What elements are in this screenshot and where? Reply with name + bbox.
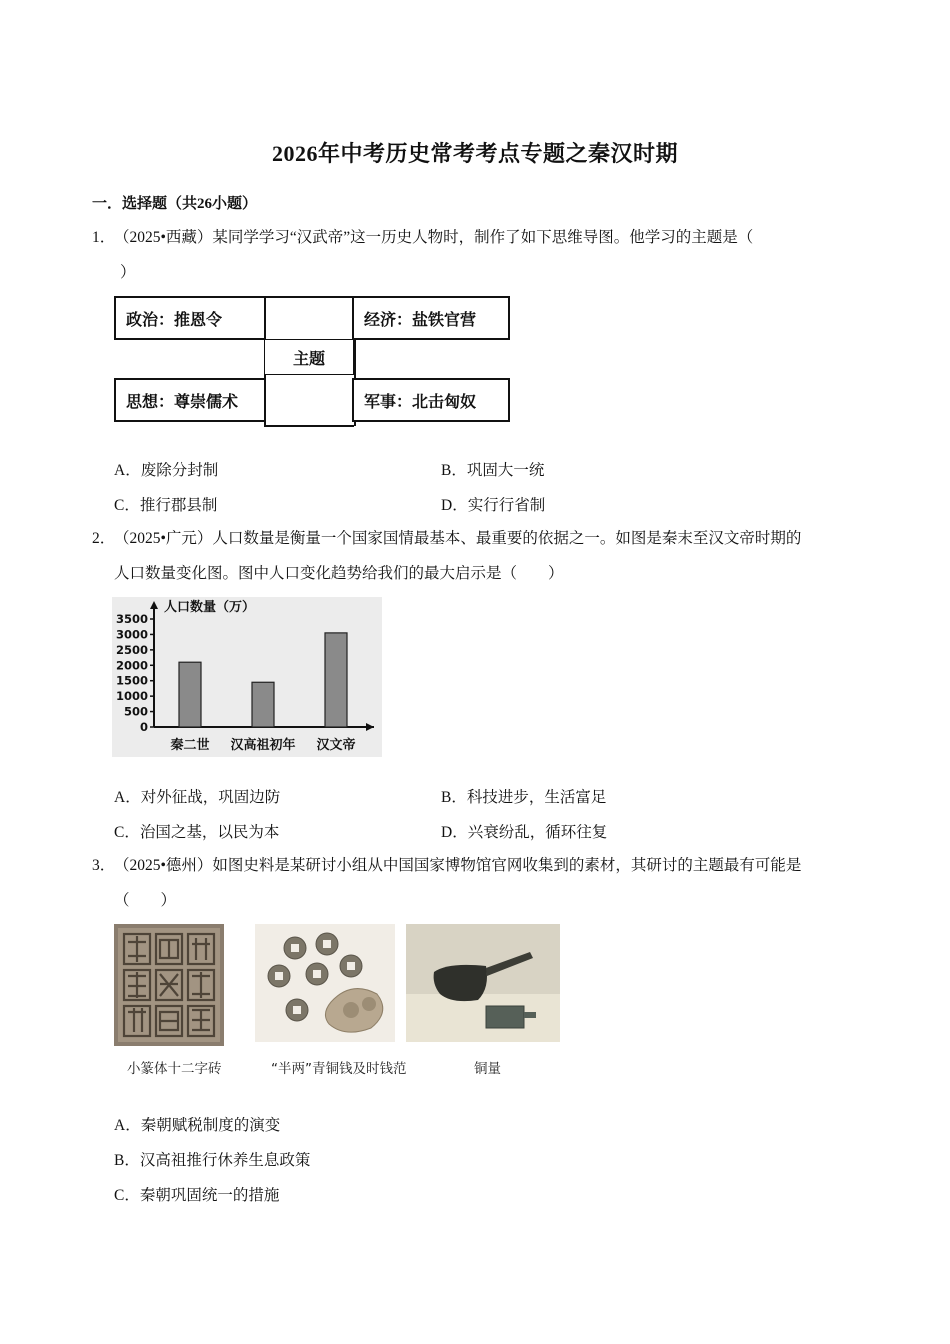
brick-image bbox=[114, 924, 224, 1051]
y-tick-label: 3000 bbox=[115, 627, 148, 642]
option-d[interactable]: D．实行行省制 bbox=[441, 497, 546, 514]
mindmap-politics: 政治：推恩令 bbox=[114, 296, 266, 340]
population-chart bbox=[112, 597, 382, 757]
mindmap-center: 主题 bbox=[264, 339, 354, 375]
option-c[interactable]: C．推行郡县制 bbox=[114, 497, 218, 514]
page-title: 2026年中考历史常考考点专题之秦汉时期 bbox=[271, 141, 678, 166]
question-2 bbox=[92, 521, 862, 556]
question-number: 2． bbox=[92, 530, 116, 547]
question-number: 1． bbox=[92, 229, 116, 246]
option-b[interactable]: B．科技进步，生活富足 bbox=[441, 789, 607, 806]
x-tick-label: 汉文帝 bbox=[316, 738, 356, 753]
caption-measure: 铜量 bbox=[474, 1061, 501, 1077]
y-tick-label: 1500 bbox=[115, 673, 148, 688]
y-tick-label: 2000 bbox=[115, 658, 148, 673]
bar-汉文帝 bbox=[325, 633, 347, 727]
mindmap-economy: 经济：盐铁官营 bbox=[352, 296, 510, 340]
option-a[interactable]: A．秦朝赋税制度的演变 bbox=[114, 1117, 281, 1134]
question-text: （2025•德州）如图史料是某研讨小组从中国国家博物馆官网收集到的素材，其研讨的主题最有可能是 bbox=[114, 857, 802, 874]
question-2-line2 bbox=[114, 556, 884, 591]
bronze-measure-image bbox=[406, 924, 560, 1047]
question-text: （2025•西藏）某同学学习“汉武帝”这一历史人物时，制作了如下思维导图。他学习的主题是（ bbox=[114, 229, 754, 246]
option-a[interactable]: A．对外征战，巩固边防 bbox=[114, 789, 281, 806]
y-tick-label: 2500 bbox=[115, 642, 148, 657]
question-1 bbox=[92, 220, 862, 255]
x-tick-label: 汉高祖初年 bbox=[230, 738, 296, 753]
question-3-line2 bbox=[114, 883, 884, 918]
option-c[interactable]: C．秦朝巩固统一的措施 bbox=[114, 1187, 280, 1204]
option-a[interactable]: A．废除分封制 bbox=[114, 462, 219, 479]
bar-汉高祖初年 bbox=[252, 682, 274, 727]
mindmap-military: 军事：北击匈奴 bbox=[352, 378, 510, 422]
y-tick-label: 3500 bbox=[115, 612, 148, 626]
option-b[interactable]: B．巩固大一统 bbox=[441, 462, 545, 479]
caption-brick: 小篆体十二字砖 bbox=[127, 1061, 222, 1077]
question-3 bbox=[92, 848, 862, 883]
y-axis-label: 人口数量（万） bbox=[164, 600, 256, 615]
mind-map bbox=[114, 296, 510, 426]
section-heading: 一．选择题（共26小题） bbox=[92, 196, 258, 212]
question-number: 3． bbox=[92, 857, 116, 874]
option-c[interactable]: C．治国之基，以民为本 bbox=[114, 824, 280, 841]
question-text: 人口数量变化图。图中人口变化趋势给我们的最大启示是（ ） bbox=[114, 565, 564, 582]
bar-chart bbox=[112, 597, 382, 757]
mindmap-thought: 思想：尊崇儒术 bbox=[114, 378, 266, 422]
option-b[interactable]: B．汉高祖推行休养生息政策 bbox=[114, 1152, 311, 1169]
question-1-line2 bbox=[92, 255, 890, 290]
bar-秦二世 bbox=[179, 662, 201, 727]
caption-coins: “半两”青铜钱及时钱范 bbox=[271, 1061, 407, 1077]
y-tick-label: 1000 bbox=[115, 689, 148, 704]
y-tick-label: 0 bbox=[139, 720, 148, 734]
option-d[interactable]: D．兴衰纷乱，循环往复 bbox=[441, 824, 608, 841]
question-text: （2025•广元）人口数量是衡量一个国家国情最基本、最重要的依据之一。如图是秦末至汉文帝时期的 bbox=[114, 530, 802, 547]
coins-image bbox=[255, 924, 395, 1047]
question-text: （ ） bbox=[114, 892, 177, 909]
question-text: ） bbox=[120, 264, 136, 281]
y-tick-label: 500 bbox=[123, 704, 148, 719]
x-tick-label: 秦二世 bbox=[170, 738, 210, 753]
